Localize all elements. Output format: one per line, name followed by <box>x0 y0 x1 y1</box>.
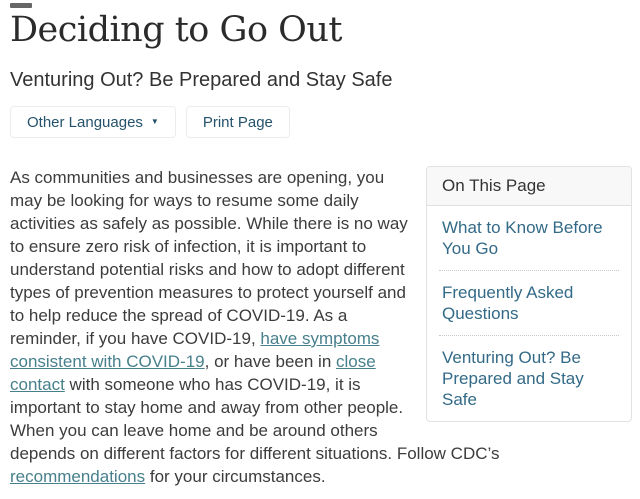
inline-link[interactable]: have symptoms consistent with COVID-19 <box>10 329 380 371</box>
page-subtitle: Venturing Out? Be Prepared and Stay Safe <box>10 69 393 91</box>
list-item <box>439 270 619 335</box>
print-page-button[interactable] <box>186 106 290 138</box>
inline-link[interactable]: close contact <box>10 352 376 394</box>
paragraph-text: As communities and businesses are opening, you may be looking for ways to resume some daily activities as safely as possible. While there is no way to ensure zero risk of infection, it is important to understand potential risks and how to adopt different types of prevention measures to protect yourself and to help reduce the spread of COVID-19. As a reminder, if you have COVID-19, <box>10 168 408 348</box>
caret-down-icon: ▼ <box>150 116 159 126</box>
on-this-page-header: On This Page <box>427 167 631 206</box>
page-title: Deciding to Go Out <box>10 10 342 50</box>
on-this-page-link[interactable]: Venturing Out? Be Prepared and Stay Safe <box>442 348 584 409</box>
inline-link[interactable]: recommendations <box>10 467 146 486</box>
paragraph-text: for your circumstances. <box>145 467 326 486</box>
on-this-page-list <box>427 206 631 421</box>
list-item <box>439 335 619 421</box>
other-languages-label: Other Languages <box>27 113 143 131</box>
on-this-page-link[interactable]: What to Know Before You Go <box>442 218 603 258</box>
paragraph-text: , or have been in <box>204 352 337 371</box>
other-languages-button[interactable] <box>10 106 176 138</box>
list-item <box>439 206 619 270</box>
print-page-label: Print Page <box>202 113 273 131</box>
on-this-page-box <box>426 166 632 422</box>
on-this-page-link[interactable]: Frequently Asked Questions <box>442 283 574 323</box>
article-content <box>10 166 632 488</box>
paragraph-text: with someone who has COVID-19, it is important to stay home and away from other people. When you can leave home and be around others depends on different factors for different situations. Follow CDC’s <box>10 375 500 463</box>
action-buttons <box>10 106 632 138</box>
partial-element-artifact <box>10 3 32 8</box>
